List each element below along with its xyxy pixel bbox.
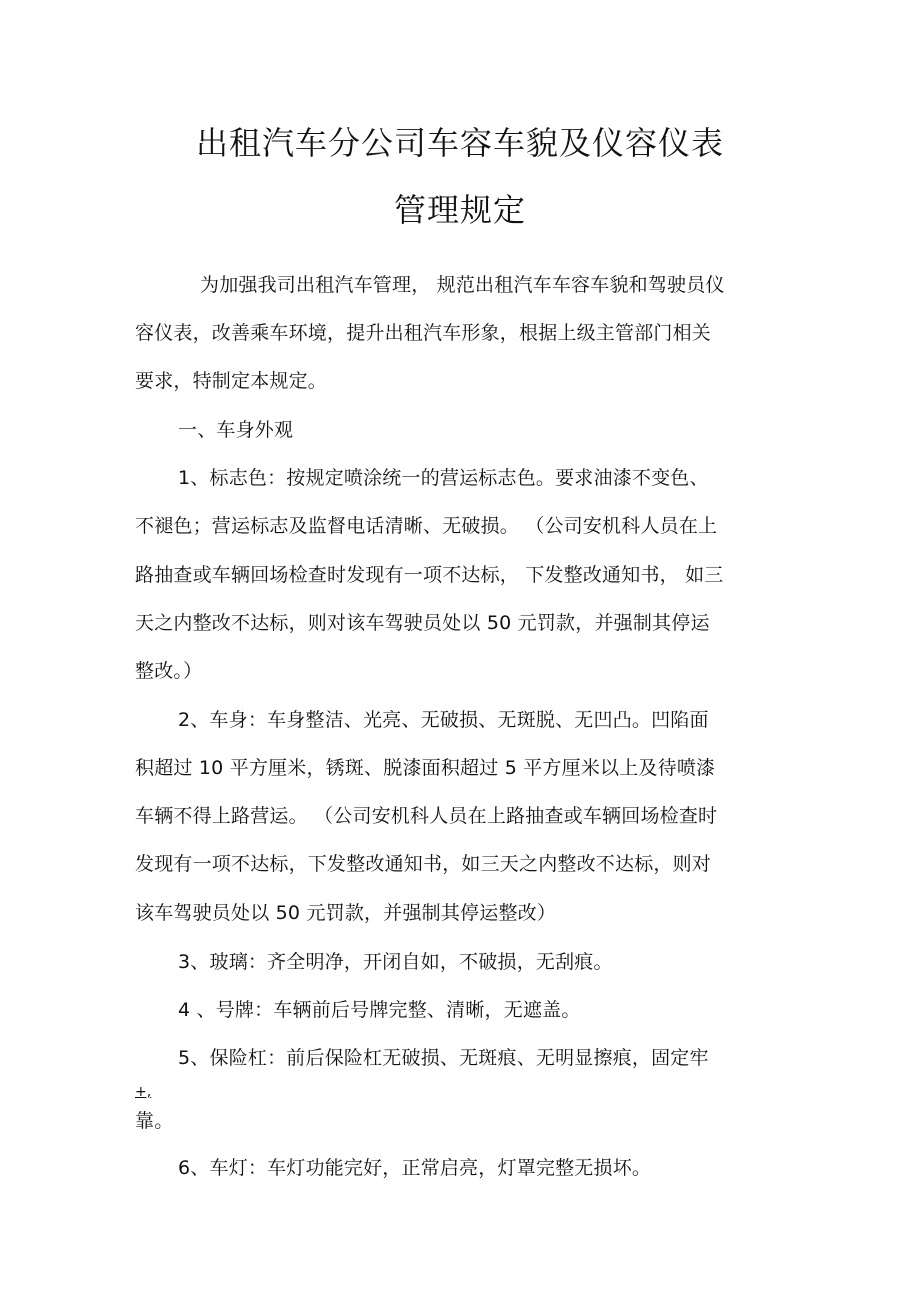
intro-line-1: 为加强我司出租汽车管理， 规范出租汽车车容车貌和驾驶员仪 [200,274,725,296]
intro-line-3: 要求，特制定本规定。 [135,370,328,392]
item-2-line-3: 车辆不得上路营运。 （公司安机科人员在上路抽查或车辆回场检查时 [135,805,718,827]
item-4-line-1: 4 、号牌：车辆前后号牌完整、清晰，无遮盖。 [178,999,581,1021]
item-2-line-4: 发现有一项不达标，下发整改通知书，如三天之内整改不达标，则对 [135,853,712,875]
stray-mark: +, [135,1084,152,1100]
item-2-line-2: 积超过 10 平方厘米，锈斑、脱漆面积超过 5 平方厘米以上及待喷漆 [135,757,716,779]
item-5-line-2: 靠。 [135,1110,174,1132]
intro-line-2: 容仪表，改善乘车环境，提升出租汽车形象，根据上级主管部门相关 [135,322,712,344]
item-6-line-1: 6、车灯：车灯功能完好，正常启亮，灯罩完整无损坏。 [178,1157,652,1179]
item-1-line-1: 1、标志色：按规定喷涂统一的营运标志色。要求油漆不变色、 [178,467,709,489]
document-title-line-1: 出租汽车分公司车容车貌及仪容仪表 [195,124,724,162]
item-1-line-5: 整改。） [135,660,203,682]
section-heading: 一、车身外观 [178,419,294,441]
item-5-line-1: 5、保险杠：前后保险杠无破损、无斑痕、无明显擦痕，固定牢 [178,1047,709,1069]
item-2-line-5: 该车驾驶员处以 50 元罚款，并强制其停运整改） [135,902,557,924]
item-1-line-4: 天之内整改不达标，则对该车驾驶员处以 50 元罚款，并强制其停运 [135,612,710,634]
item-3-line-1: 3、玻璃：齐全明净，开闭自如，不破损，无刮痕。 [178,951,613,973]
item-2-line-1: 2、车身：车身整洁、光亮、无破损、无斑脱、无凹凸。凹陷面 [178,709,709,731]
item-1-line-2: 不褪色；营运标志及监督电话清晰、无破损。 （公司安机科人员在上 [135,515,718,537]
item-1-line-3: 路抽查或车辆回场检查时发现有一项不达标， 下发整改通知书， 如三 [135,564,724,586]
document-title-line-2: 管理规定 [393,191,526,229]
